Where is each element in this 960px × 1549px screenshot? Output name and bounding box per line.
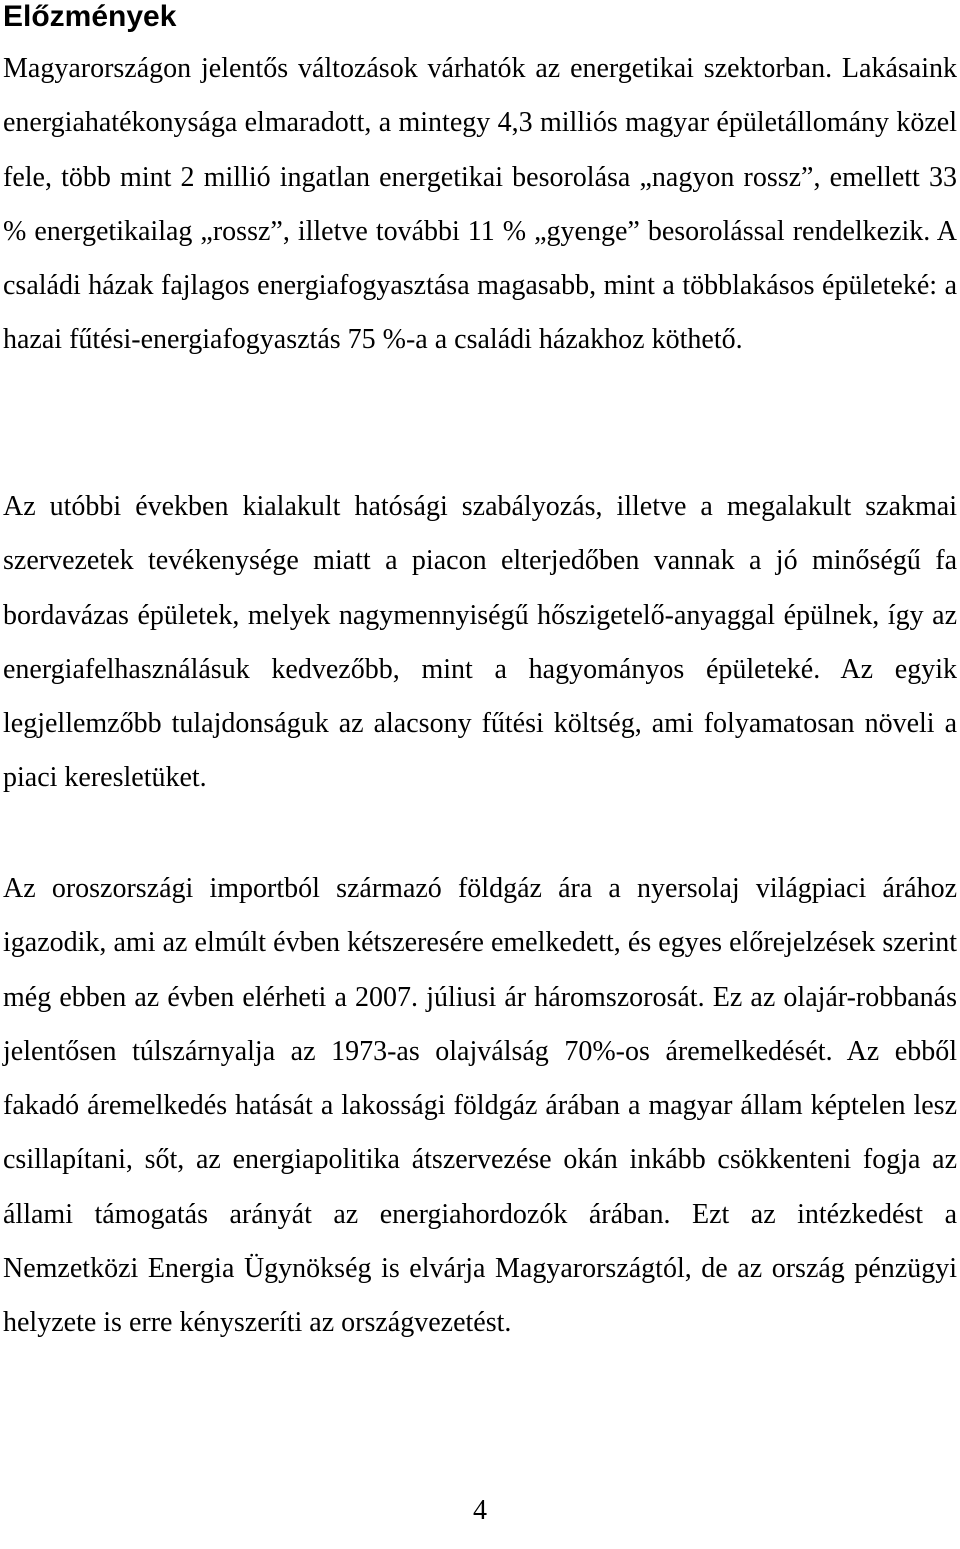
paragraph-timber-frame-buildings: Az utóbbi években kialakult hatósági szabályozás, illetve a megalakult szakmai szervezetek tevékenysége miatt a piacon elterjedőben vannak a jó minőségű fa bordavázas épületek, melyek nagymennyiségű hőszigetelő-anyaggal épülnek, így az energiafelhasználásuk kedvezőbb, mint a hagyományos épületeké. Az egyik legjellemzőbb tulajdonságuk az alacsony fűtési költség, ami folyamatosan növeli a piaci keresletüket. xyxy=(3,491,957,794)
section-heading: Előzmények xyxy=(3,0,177,33)
page-number: 4 xyxy=(473,1495,487,1526)
paragraph-energy-sector: Magyarországon jelentős változások várhatók az energetikai szektorban. Lakásaink energiahatékonysága elmaradott, a mintegy 4,3 milliós magyar épületállomány közel fele, több mint 2 millió ingatlan energetikai besorolása „nagyon rossz”, emellett 33 % energetikailag „rossz”, illetve további 11 % „gyenge” besorolással rendelkezik. A családi házak fajlagos energiafogyasztása magasabb, mint a többlakásos épületeké: a hazai fűtési-energiafogyasztás 75 %-a a családi házakhoz köthető. xyxy=(3,53,957,356)
paragraph-gas-prices: Az oroszországi importból származó földgáz ára a nyersolaj világpiaci árához igazodik, ami az elmúlt évben kétszeresére emelkedett, és egyes előrejelzések szerint még ebben az évben elérheti a 2007. júliusi ár háromszorosát. Ez az olajár-robbanás jelentősen túlszárnyalja az 1973-as olajválság 70%-os áremelkedését. Az ebből fakadó áremelkedés hatását a lakossági földgáz árában a magyar állam képtelen lesz csillapítani, sőt, az energiapolitika átszervezése okán inkább csökkenteni fogja az állami támogatás arányát az energiahordozók árában. Ezt az intézkedést a Nemzetközi Energia Ügynökség is elvárja Magyarországtól, de az ország pénzügyi helyzete is erre kényszeríti az országvezetést. xyxy=(3,873,957,1339)
